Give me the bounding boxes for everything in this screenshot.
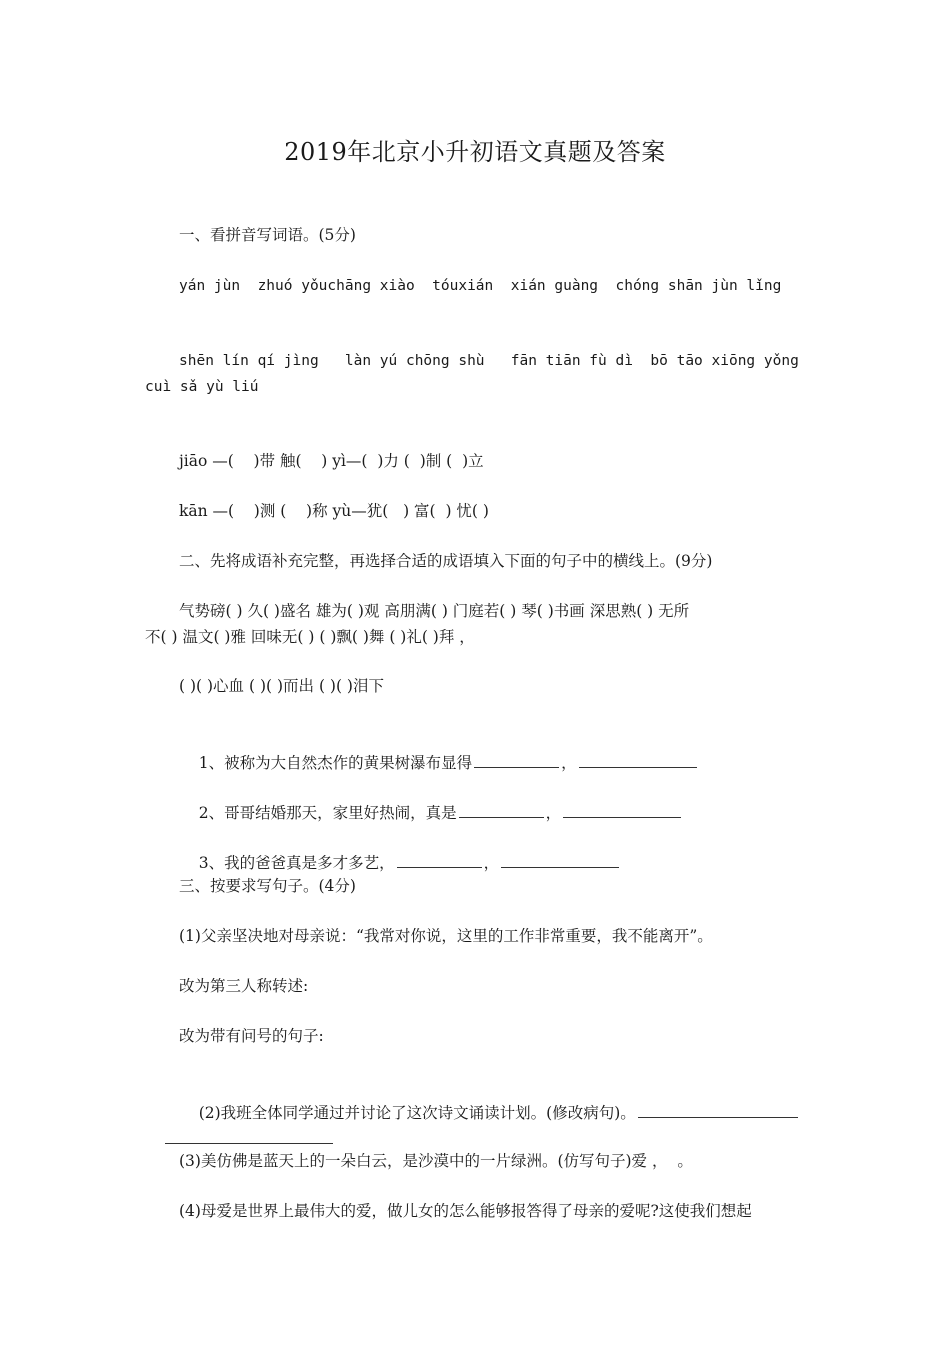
pinyin-row-1: yán jùn zhuó yǒuchāng xiào tóuxián xián guàng chóng shān jùn lǐng xyxy=(179,278,782,294)
answer-blank[interactable] xyxy=(563,799,681,818)
comma: ， xyxy=(545,804,562,822)
section-2-heading: 二、先将成语补充完整，再选择合适的成语填入下面的句子中的横线上。(9分) xyxy=(179,552,713,570)
question-3-4: (4)母爱是世界上最伟大的爱，做儿女的怎么能够报答得了母亲的爱呢?这使我们想起 xyxy=(179,1202,752,1220)
answer-blank[interactable] xyxy=(501,849,619,868)
section-3-heading: 三、按要求写句子。(4分) xyxy=(179,877,356,895)
idioms-line-2: 不( ) 温文( )雅 回味无( ) ( )飘( )舞 ( )礼( )拜 ， xyxy=(145,628,475,646)
page-title: 2019年北京小升初语文真题及答案 xyxy=(284,138,666,166)
question-3-1-b: 改为带有问号的句子: xyxy=(179,1027,324,1045)
answer-blank[interactable] xyxy=(459,799,544,818)
fill-in-row-4: kān —( )测 ( )称 yù—犹( ) 富( ) 忧( ) xyxy=(179,502,489,520)
answer-blank[interactable] xyxy=(474,749,559,768)
question-3-1-a: 改为第三人称转述: xyxy=(179,977,309,995)
answer-blank[interactable] xyxy=(397,849,482,868)
question-2-1-text: 1、被称为大自然杰作的黄果树瀑布显得 xyxy=(198,754,473,772)
question-3-1: (1)父亲坚决地对母亲说：“我常对你说，这里的工作非常重要，我不能离开”。 xyxy=(179,927,713,945)
question-2-2-text: 2、哥哥结婚那天，家里好热闹，真是 xyxy=(198,804,457,822)
question-2-3-text: 3、我的爸爸真是多才多艺， xyxy=(198,854,395,872)
section-1-heading: 一、看拼音写词语。(5分) xyxy=(179,226,356,244)
comma: ， xyxy=(561,754,577,772)
comma: ， xyxy=(483,854,500,872)
pinyin-row-2: shēn lín qí jìng làn yú chōng shù fān tiān fù dì bō tāo xiōng yǒng xyxy=(179,353,799,369)
idioms-line-1: 气势磅( ) 久( )盛名 雄为( )观 高朋满( ) 门庭若( ) 琴( )书画 深思熟( ) 无所 xyxy=(179,602,690,620)
answer-blank[interactable] xyxy=(579,749,697,768)
question-3-3: (3)美仿佛是蓝天上的一朵白云，是沙漠中的一片绿洲。(仿写句子)爱 ， 。 xyxy=(179,1152,693,1170)
fill-in-row-3: jiāo —( )带 触( ) yì—( )力 ( )制 ( )立 xyxy=(179,452,484,470)
idioms-line-3: ( )( )心血 ( )( )而出 ( )( )泪下 xyxy=(179,677,384,695)
answer-blank[interactable] xyxy=(165,1125,333,1144)
question-3-2-text: (2)我班全体同学通过并讨论了这次诗文诵读计划。(修改病句)。 xyxy=(198,1104,636,1122)
pinyin-row-2-continued: cuì sǎ yù liú xyxy=(145,379,259,395)
